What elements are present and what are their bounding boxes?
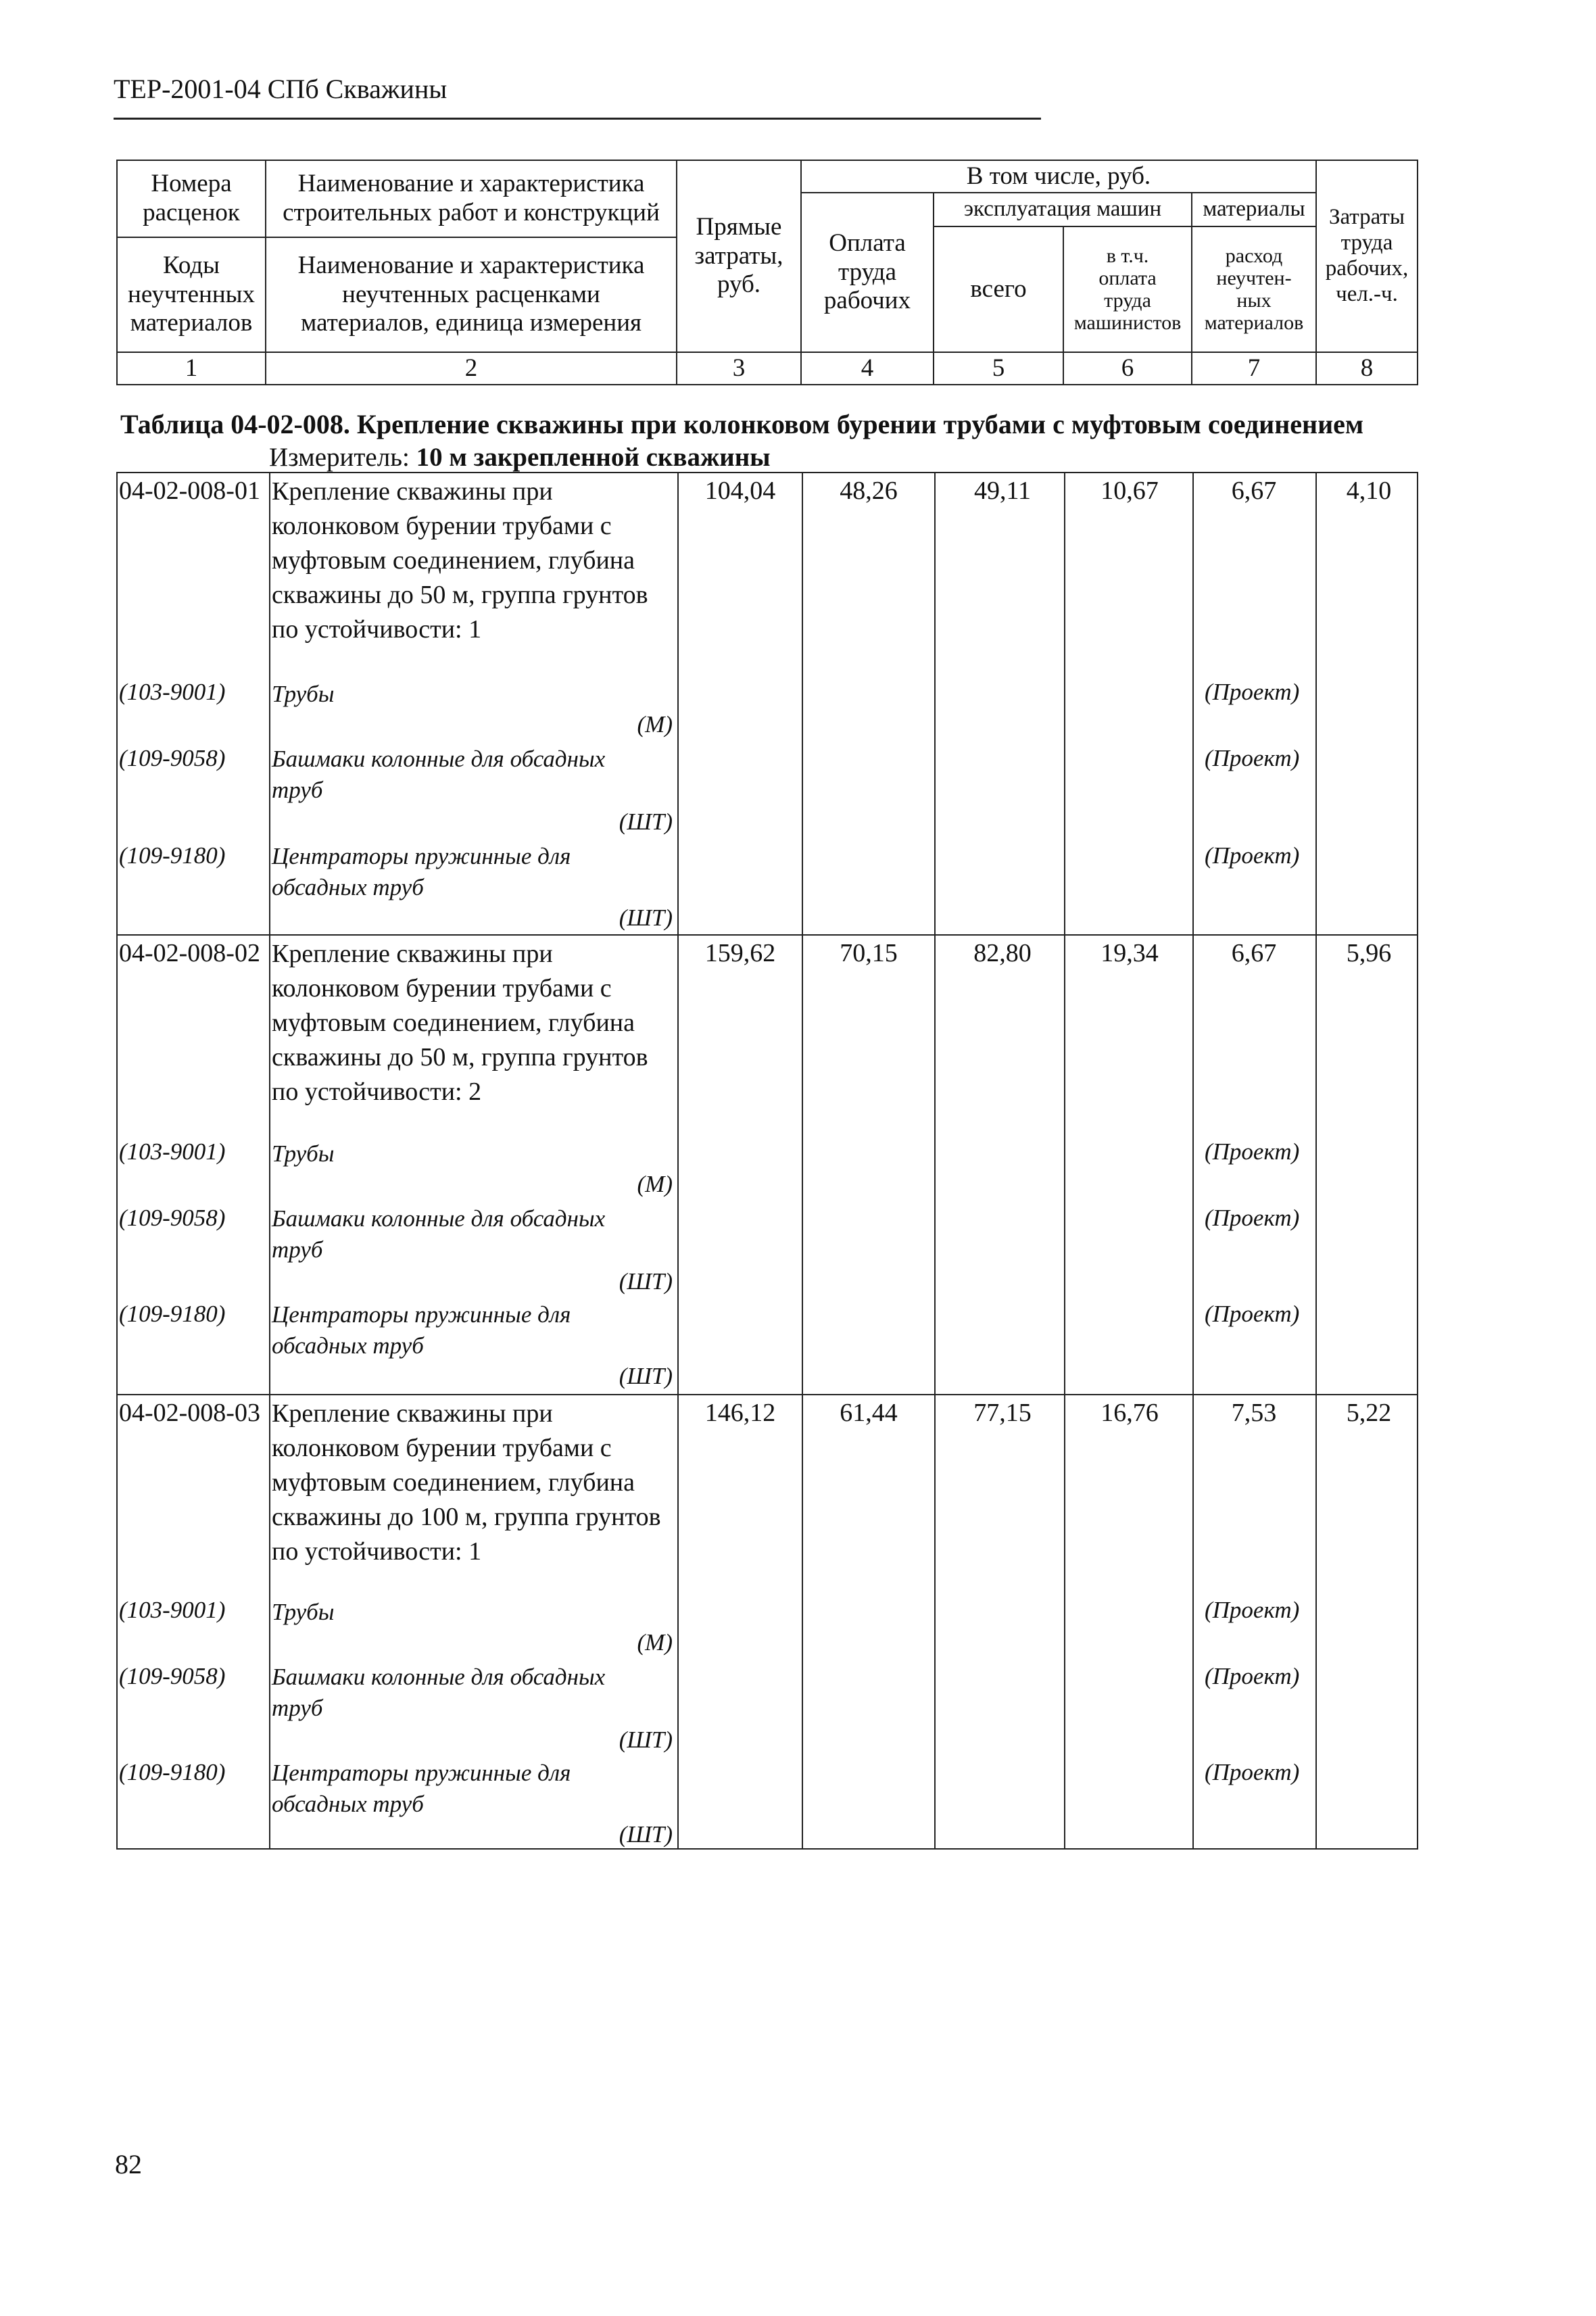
title-rule bbox=[114, 118, 1041, 120]
material-name: Центраторы пружинные для обсадных труб bbox=[272, 1301, 571, 1359]
header-machines bbox=[933, 192, 1192, 227]
material-name: Трубы bbox=[272, 1599, 335, 1625]
document-title: ТЕР-2001-04 СПб Скважины bbox=[114, 74, 448, 104]
header-text: чел.-ч. bbox=[1336, 281, 1398, 306]
material-name: Башмаки колонные для обсадных труб bbox=[272, 1664, 606, 1721]
col-number-7: 7 bbox=[1191, 352, 1317, 385]
header-text: руб. bbox=[717, 270, 761, 299]
header-text: Номера bbox=[151, 170, 232, 198]
material-name: Башмаки колонные для обсадных труб bbox=[272, 746, 606, 803]
header-text: рабочих bbox=[823, 287, 911, 315]
material-unit: (ШТ) bbox=[619, 809, 673, 835]
labor-pay: 61,44 bbox=[840, 1399, 898, 1427]
header-text: оплата bbox=[1098, 267, 1157, 289]
column-divider bbox=[934, 472, 936, 1850]
material-code: (109-9180) bbox=[119, 842, 226, 869]
labor-hours: 4,10 bbox=[1346, 477, 1392, 505]
col-number-4: 4 bbox=[800, 352, 934, 385]
header-text: затраты, bbox=[694, 241, 783, 270]
header-text: Затраты bbox=[1328, 205, 1405, 230]
header-labor-hours bbox=[1315, 160, 1418, 353]
header-text: материалов bbox=[1204, 312, 1304, 334]
header-text: В том числе, руб. bbox=[966, 162, 1151, 190]
machines-pay: 19,34 bbox=[1101, 939, 1159, 967]
column-divider bbox=[1315, 472, 1317, 1850]
header-text: труда bbox=[1104, 289, 1151, 312]
header-text: машинистов bbox=[1073, 312, 1182, 334]
work-description: Крепление скважины при колонковом бурении трубами с муфтовым соединением, глубина скважины до 50 м, группа грунтов по устойчивости: 2 bbox=[272, 940, 648, 1106]
header-text: неучтенных расценками bbox=[342, 280, 600, 308]
table-unit bbox=[269, 442, 771, 473]
material-unit: (ШТ) bbox=[619, 1268, 673, 1295]
unit-label: Измеритель: bbox=[269, 443, 416, 472]
material-value: (Проект) bbox=[1205, 745, 1300, 771]
header-text: ных bbox=[1236, 289, 1272, 312]
material-name: Башмаки колонные для обсадных труб bbox=[272, 1205, 606, 1263]
materials-cost: 6,67 bbox=[1231, 939, 1277, 967]
header-text: Прямые bbox=[696, 213, 782, 241]
header-machines-total bbox=[933, 226, 1064, 353]
rate-code: 04-02-008-03 bbox=[119, 1399, 260, 1427]
direct-costs: 104,04 bbox=[704, 477, 776, 505]
labor-hours: 5,22 bbox=[1346, 1399, 1392, 1427]
material-value: (Проект) bbox=[1205, 679, 1300, 705]
rate-code: 04-02-008-01 bbox=[119, 477, 260, 505]
column-divider bbox=[1192, 472, 1194, 1850]
header-work-name bbox=[265, 160, 677, 238]
material-value: (Проект) bbox=[1205, 1597, 1300, 1623]
unit-value: 10 м закрепленной скважины bbox=[416, 443, 771, 472]
labor-pay: 70,15 bbox=[840, 939, 898, 967]
header-materials bbox=[1191, 192, 1317, 227]
col-number-1: 1 bbox=[116, 352, 266, 385]
table-caption: Таблица 04-02-008. Крепление скважины при колонковом бурении трубами с муфтовым соединением bbox=[120, 409, 1364, 439]
material-code: (109-9058) bbox=[119, 1205, 226, 1231]
rate-code: 04-02-008-02 bbox=[119, 939, 260, 967]
header-text: строительных работ и конструкций bbox=[283, 199, 660, 226]
row-divider bbox=[116, 1394, 1418, 1395]
header-text: неучтен- bbox=[1216, 267, 1292, 289]
machines-total: 82,80 bbox=[973, 939, 1032, 967]
material-code: (109-9058) bbox=[119, 745, 226, 771]
header-rate-numbers bbox=[116, 160, 266, 238]
material-code: (103-9001) bbox=[119, 679, 226, 705]
page-number: 82 bbox=[115, 2149, 142, 2179]
labor-pay: 48,26 bbox=[840, 477, 898, 505]
header-text: Наименование и характеристика bbox=[297, 251, 645, 280]
direct-costs: 146,12 bbox=[704, 1399, 776, 1427]
material-unit: (ШТ) bbox=[619, 1363, 673, 1389]
materials-cost: 7,53 bbox=[1231, 1399, 1277, 1427]
header-direct-costs bbox=[676, 160, 802, 353]
work-description: Крепление скважины при колонковом бурении трубами с муфтовым соединением, глубина скважины до 100 м, группа грунтов по устойчивости: 1 bbox=[272, 1399, 661, 1566]
material-value: (Проект) bbox=[1205, 842, 1300, 869]
header-text: материалы bbox=[1203, 197, 1305, 222]
material-code: (103-9001) bbox=[119, 1138, 226, 1165]
column-divider bbox=[1064, 472, 1065, 1850]
material-unit: (ШТ) bbox=[619, 1727, 673, 1753]
col-number-8: 8 bbox=[1315, 352, 1418, 385]
material-value: (Проект) bbox=[1205, 1301, 1300, 1327]
header-material-codes bbox=[116, 237, 266, 353]
material-unit: (М) bbox=[637, 711, 673, 738]
material-unit: (М) bbox=[637, 1629, 673, 1656]
material-name: Трубы bbox=[272, 681, 335, 707]
header-text: труда bbox=[838, 258, 897, 286]
row-divider bbox=[116, 934, 1418, 936]
col-number-6: 6 bbox=[1063, 352, 1192, 385]
header-text: материалов, единица измерения bbox=[300, 309, 642, 337]
machines-pay: 10,67 bbox=[1101, 477, 1159, 505]
column-divider bbox=[269, 472, 270, 1850]
material-value: (Проект) bbox=[1205, 1205, 1300, 1231]
header-text: Оплата bbox=[829, 229, 906, 258]
header-group-including bbox=[800, 160, 1317, 193]
direct-costs: 159,62 bbox=[704, 939, 776, 967]
header-text: труда bbox=[1340, 231, 1393, 256]
header-text: Наименование и характеристика bbox=[297, 170, 645, 198]
header-labor-pay bbox=[800, 192, 934, 353]
material-name: Трубы bbox=[272, 1140, 335, 1167]
material-code: (109-9180) bbox=[119, 1759, 226, 1785]
material-code: (103-9001) bbox=[119, 1597, 226, 1623]
material-code: (109-9180) bbox=[119, 1301, 226, 1327]
machines-pay: 16,76 bbox=[1101, 1399, 1159, 1427]
header-text: материалов bbox=[130, 309, 253, 337]
material-unit: (ШТ) bbox=[619, 1821, 673, 1848]
header-material-name bbox=[265, 237, 677, 353]
header-text: неучтенных bbox=[128, 280, 255, 308]
col-number-3: 3 bbox=[676, 352, 802, 385]
material-value: (Проект) bbox=[1205, 1663, 1300, 1689]
header-text: в т.ч. bbox=[1106, 245, 1149, 267]
header-materials-unaccounted bbox=[1191, 226, 1317, 353]
material-name: Центраторы пружинные для обсадных труб bbox=[272, 843, 571, 900]
materials-cost: 6,67 bbox=[1231, 477, 1277, 505]
header-machines-pay bbox=[1063, 226, 1192, 353]
column-divider bbox=[802, 472, 803, 1850]
material-unit: (М) bbox=[637, 1171, 673, 1197]
col-number-2: 2 bbox=[265, 352, 677, 385]
header-text: всего bbox=[970, 274, 1027, 303]
machines-total: 77,15 bbox=[973, 1399, 1032, 1427]
work-description: Крепление скважины при колонковом бурении трубами с муфтовым соединением, глубина скважины до 50 м, группа грунтов по устойчивости: 1 bbox=[272, 477, 648, 644]
col-number-5: 5 bbox=[933, 352, 1064, 385]
material-code: (109-9058) bbox=[119, 1663, 226, 1689]
header-text: Коды bbox=[163, 251, 220, 280]
header-text: расход bbox=[1225, 245, 1283, 267]
header-text: расценок bbox=[143, 199, 240, 226]
header-text: эксплуатация машин bbox=[963, 197, 1162, 222]
material-name: Центраторы пружинные для обсадных труб bbox=[272, 1760, 571, 1817]
material-unit: (ШТ) bbox=[619, 904, 673, 931]
material-value: (Проект) bbox=[1205, 1759, 1300, 1785]
machines-total: 49,11 bbox=[973, 477, 1032, 505]
labor-hours: 5,96 bbox=[1346, 939, 1392, 967]
column-divider bbox=[677, 472, 679, 1850]
material-value: (Проект) bbox=[1205, 1138, 1300, 1165]
header-text: рабочих, bbox=[1325, 256, 1409, 281]
